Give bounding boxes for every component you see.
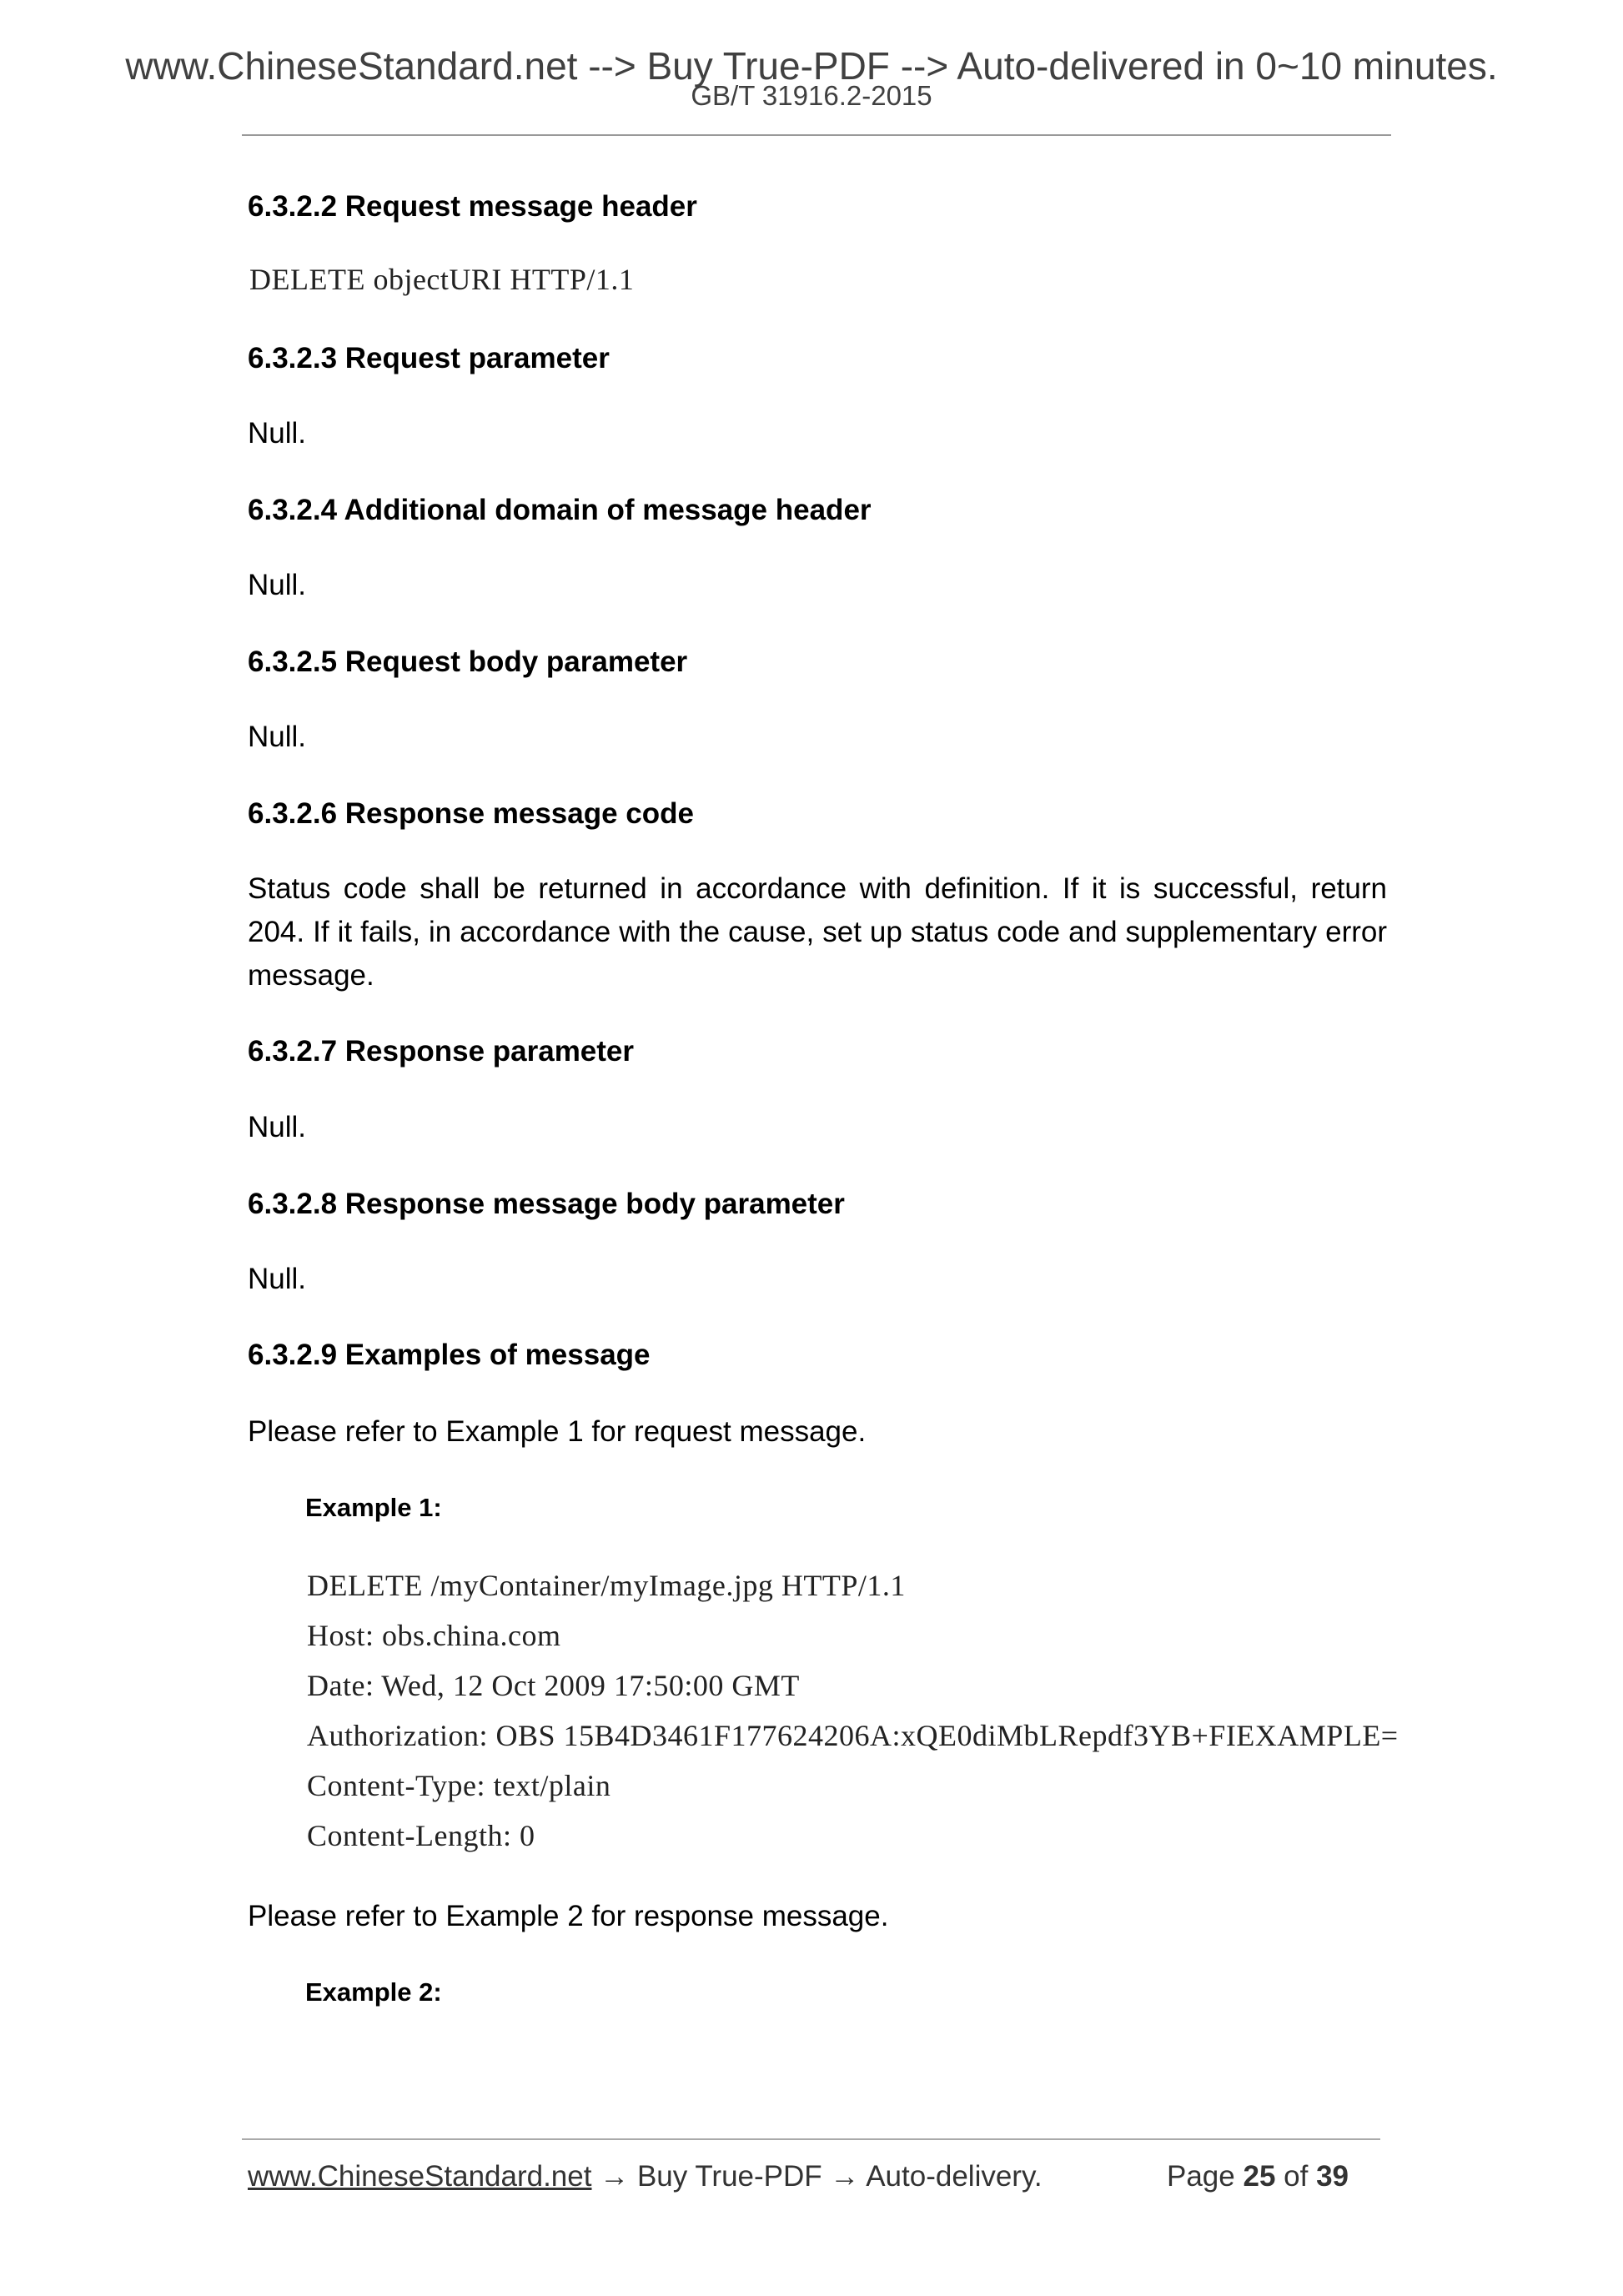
section-heading: 6.3.2.3 Request parameter (248, 342, 610, 374)
example-line: DELETE /myContainer/myImage.jpg HTTP/1.1 (307, 1569, 906, 1602)
footer-divider (242, 2138, 1380, 2140)
footer-delivery: Auto-delivery. (866, 2160, 1043, 2193)
section-text: Null. (248, 1111, 307, 1143)
total-pages: 39 (1316, 2160, 1349, 2193)
page-indicator (1167, 2160, 1349, 2193)
page-word: Page (1167, 2160, 1235, 2193)
example-1-label: Example 1: (305, 1493, 442, 1522)
example-line: Authorization: OBS 15B4D3461F177624206A:xQE0diMbLRepdf3YB+FIEXAMPLE= (307, 1719, 1399, 1752)
footer-site-link[interactable]: www.ChineseStandard.net (248, 2160, 592, 2193)
section-heading: 6.3.2.5 Request body parameter (248, 646, 688, 678)
example-line: Content-Length: 0 (307, 1819, 535, 1852)
request-header-code: DELETE objectURI HTTP/1.1 (249, 263, 635, 296)
section-text: Null. (248, 1263, 307, 1295)
example-line: Date: Wed, 12 Oct 2009 17:50:00 GMT (307, 1669, 800, 1702)
example-2-label: Example 2: (305, 1977, 442, 2007)
section-text: Null. (248, 721, 307, 753)
footer-buy: Buy True-PDF (636, 2160, 822, 2193)
section-text: Null. (248, 569, 307, 601)
section-heading: 6.3.2.9 Examples of message (248, 1339, 651, 1371)
section-heading: 6.3.2.4 Additional domain of message header (248, 494, 872, 526)
section-heading: 6.3.2.2 Request message header (248, 190, 697, 223)
standard-code: GB/T 31916.2-2015 (691, 80, 932, 111)
section-heading: 6.3.2.6 Response message code (248, 797, 694, 830)
section-text: Null. (248, 417, 307, 450)
header-divider (242, 134, 1391, 136)
of-word: of (1284, 2160, 1309, 2193)
section-paragraph: Status code shall be returned in accordance with definition. If it is successful, return 204. If it fails, in accordance with the cause, set up status code and supplementary error message. (248, 872, 1387, 992)
section-heading: 6.3.2.8 Response message body parameter (248, 1188, 845, 1220)
section-heading: 6.3.2.7 Response parameter (248, 1035, 635, 1068)
example-line: Content-Type: text/plain (307, 1769, 611, 1802)
example-line: Host: obs.china.com (307, 1619, 561, 1652)
section-text: Please refer to Example 1 for request message. (248, 1415, 867, 1448)
response-reference: Please refer to Example 2 for response message. (248, 1900, 889, 1932)
footer-left (248, 2160, 1043, 2193)
arrow-icon: → (830, 2160, 860, 2193)
top-banner: www.ChineseStandard.net --> Buy True-PDF --> Auto-delivered in 0~10 minutes. (125, 44, 1498, 88)
arrow-icon: → (600, 2160, 630, 2193)
page-number: 25 (1243, 2160, 1276, 2193)
